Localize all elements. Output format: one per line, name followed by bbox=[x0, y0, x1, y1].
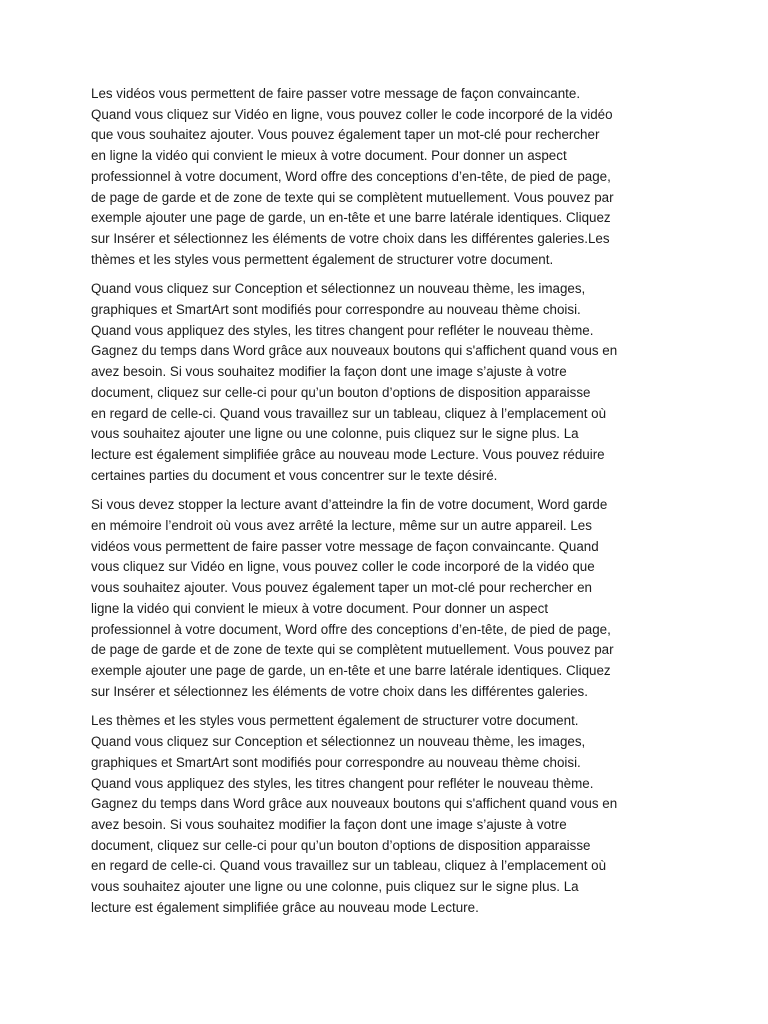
text-line: vidéos vous permettent de faire passer votre message de façon convaincante. Quand bbox=[91, 538, 599, 554]
text-line: Si vous devez stopper la lecture avant d’atteindre la fin de votre document, Word garde bbox=[91, 497, 608, 513]
paragraph-1 bbox=[91, 84, 681, 270]
text-line: lecture est également simplifiée grâce au nouveau mode Lecture. bbox=[91, 899, 479, 915]
text-line: graphiques et SmartArt sont modifiés pour correspondre au nouveau thème choisi. bbox=[91, 302, 581, 318]
text-line: vous cliquez sur Vidéo en ligne, vous pouvez coller le code incorporé de la vidéo que bbox=[91, 559, 595, 575]
text-line: avez besoin. Si vous souhaitez modifier la façon dont une image s’ajuste à votre bbox=[91, 816, 567, 832]
text-line: thèmes et les styles vous permettent également de structurer votre document. bbox=[91, 251, 554, 267]
text-line: de page de garde et de zone de texte qui se complètent mutuellement. Vous pouvez par bbox=[91, 642, 614, 658]
text-line: vous souhaitez ajouter une ligne ou une colonne, puis cliquez sur le signe plus. La bbox=[91, 879, 579, 895]
text-line: sur Insérer et sélectionnez les éléments de votre choix dans les différentes galeries.Les bbox=[91, 230, 610, 246]
text-line: en regard de celle-ci. Quand vous travaillez sur un tableau, cliquez à l’emplacement où bbox=[91, 858, 607, 874]
paragraph-2 bbox=[91, 279, 681, 486]
paragraph-3 bbox=[91, 495, 681, 702]
document-body bbox=[91, 84, 681, 927]
text-line: en mémoire l’endroit où vous avez arrêté la lecture, même sur un autre appareil. Les bbox=[91, 518, 592, 534]
text-line: professionnel à votre document, Word offre des conceptions d’en-tête, de pied de page, bbox=[91, 168, 611, 184]
text-line: Quand vous appliquez des styles, les titres changent pour refléter le nouveau thème. bbox=[91, 775, 594, 791]
text-line: Gagnez du temps dans Word grâce aux nouveaux boutons qui s'affichent quand vous en bbox=[91, 343, 618, 359]
text-line: professionnel à votre document, Word offre des conceptions d’en-tête, de pied de page, bbox=[91, 621, 611, 637]
text-line: Quand vous cliquez sur Conception et sélectionnez un nouveau thème, les images, bbox=[91, 734, 586, 750]
text-line: en regard de celle-ci. Quand vous travaillez sur un tableau, cliquez à l’emplacement où bbox=[91, 405, 607, 421]
text-line: Quand vous cliquez sur Conception et sélectionnez un nouveau thème, les images, bbox=[91, 281, 586, 297]
text-line: vous souhaitez ajouter. Vous pouvez également taper un mot-clé pour rechercher en bbox=[91, 580, 592, 596]
text-line: exemple ajouter une page de garde, un en-tête et une barre latérale identiques. Cliquez bbox=[91, 210, 611, 226]
paragraph-4 bbox=[91, 711, 681, 918]
text-line: sur Insérer et sélectionnez les éléments de votre choix dans les différentes galeries. bbox=[91, 683, 588, 699]
text-line: certaines parties du document et vous concentrer sur le texte désiré. bbox=[91, 467, 498, 483]
text-line: lecture est également simplifiée grâce au nouveau mode Lecture. Vous pouvez réduire bbox=[91, 446, 605, 462]
text-line: exemple ajouter une page de garde, un en-tête et une barre latérale identiques. Cliquez bbox=[91, 662, 611, 678]
text-line: Quand vous appliquez des styles, les titres changent pour refléter le nouveau thème. bbox=[91, 322, 594, 338]
text-line: en ligne la vidéo qui convient le mieux à votre document. Pour donner un aspect bbox=[91, 148, 567, 164]
text-line: document, cliquez sur celle-ci pour qu’un bouton d’options de disposition apparaisse bbox=[91, 384, 591, 400]
text-line: document, cliquez sur celle-ci pour qu’un bouton d’options de disposition apparaisse bbox=[91, 837, 591, 853]
text-line: Quand vous cliquez sur Vidéo en ligne, vous pouvez coller le code incorporé de la vidéo bbox=[91, 106, 613, 122]
text-line: ligne la vidéo qui convient le mieux à votre document. Pour donner un aspect bbox=[91, 600, 549, 616]
text-line: Gagnez du temps dans Word grâce aux nouveaux boutons qui s'affichent quand vous en bbox=[91, 796, 618, 812]
text-line: vous souhaitez ajouter une ligne ou une colonne, puis cliquez sur le signe plus. La bbox=[91, 426, 579, 442]
text-line: Les vidéos vous permettent de faire passer votre message de façon convaincante. bbox=[91, 86, 581, 101]
text-line: de page de garde et de zone de texte qui se complètent mutuellement. Vous pouvez par bbox=[91, 189, 614, 205]
text-line: que vous souhaitez ajouter. Vous pouvez également taper un mot-clé pour rechercher bbox=[91, 127, 600, 143]
text-line: graphiques et SmartArt sont modifiés pour correspondre au nouveau thème choisi. bbox=[91, 754, 581, 770]
text-line: avez besoin. Si vous souhaitez modifier la façon dont une image s’ajuste à votre bbox=[91, 364, 567, 380]
text-line: Les thèmes et les styles vous permettent également de structurer votre document. bbox=[91, 713, 579, 729]
